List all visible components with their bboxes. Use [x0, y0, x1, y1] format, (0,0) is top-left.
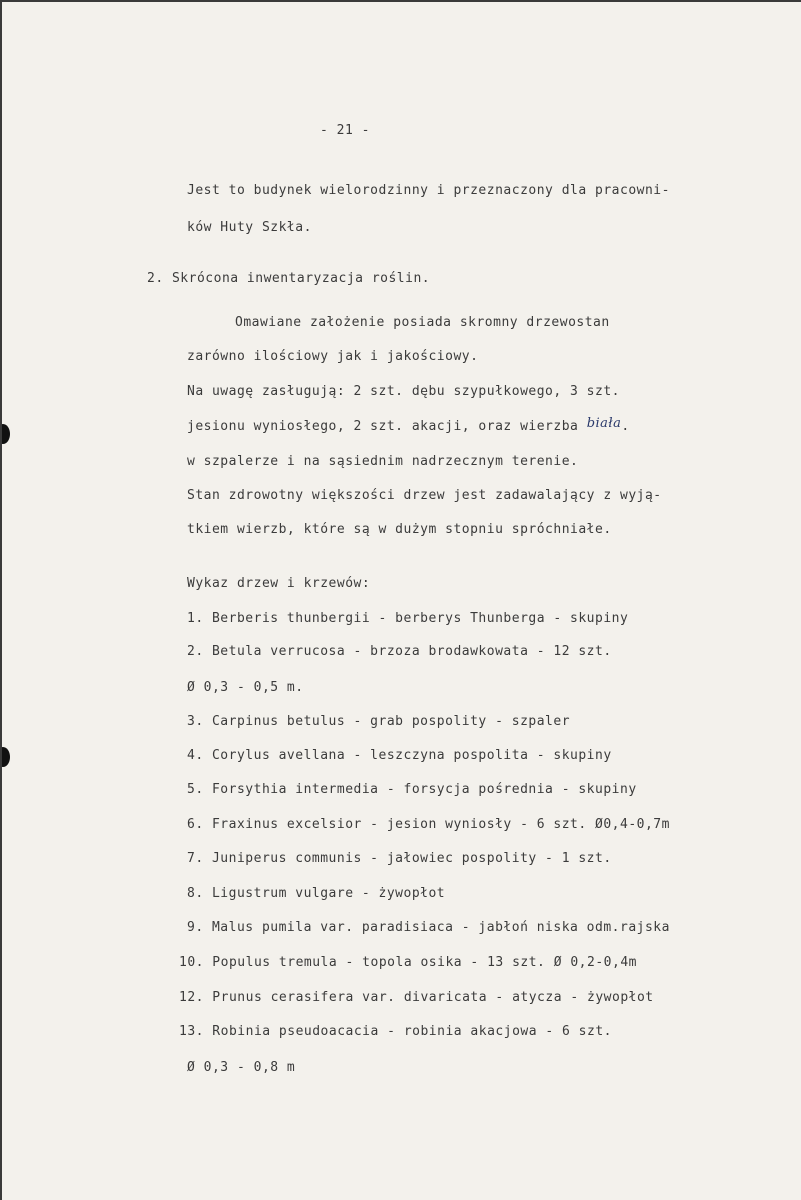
list-item: 5. Forsythia intermedia - forsycja pośrednia - skupiny: [187, 782, 637, 797]
paragraph-line: zarówno ilościowy jak i jakościowy.: [187, 349, 479, 364]
paragraph-line: w szpalerze i na sąsiednim nadrzecznym terenie.: [187, 454, 579, 469]
list-item: 4. Corylus avellana - leszczyna pospolita - skupiny: [187, 748, 612, 763]
list-item: 6. Fraxinus excelsior - jesion wyniosły - 6 szt. Ø0,4-0,7m: [187, 817, 670, 832]
paragraph-text: jesionu wyniosłego, 2 szt. akacji, oraz wierzba: [187, 419, 587, 434]
list-item: 13. Robinia pseudoacacia - robinia akacjowa - 6 szt.: [179, 1024, 612, 1039]
document-page: [2, 2, 801, 1200]
handwritten-insertion: biała: [586, 416, 622, 431]
section-heading: 2. Skrócona inwentaryzacja roślin.: [147, 271, 431, 286]
punch-hole: [2, 424, 10, 444]
page-number: - 21 -: [320, 123, 370, 138]
list-heading: Wykaz drzew i krzewów:: [187, 576, 371, 591]
list-item: 8. Ligustrum vulgare - żywopłot: [187, 886, 446, 901]
paragraph-line: [187, 418, 630, 436]
paragraph-text: .: [621, 419, 630, 434]
list-item-continuation: Ø 0,3 - 0,8 m: [187, 1060, 296, 1075]
list-item-continuation: Ø 0,3 - 0,5 m.: [187, 680, 304, 695]
paragraph-line: Na uwagę zasługują: 2 szt. dębu szypułkowego, 3 szt.: [187, 384, 620, 399]
paragraph-line: ków Huty Szkła.: [187, 220, 312, 235]
punch-hole: [2, 747, 10, 767]
list-item: 12. Prunus cerasifera var. divaricata - atycza - żywopłot: [179, 990, 654, 1005]
list-item: 9. Malus pumila var. paradisiaca - jabłoń niska odm.rajska: [187, 920, 670, 935]
paragraph-line: Stan zdrowotny większości drzew jest zadawalający z wyją-: [187, 488, 662, 503]
list-item: 7. Juniperus communis - jałowiec pospolity - 1 szt.: [187, 851, 612, 866]
list-item: 3. Carpinus betulus - grab pospolity - szpaler: [187, 714, 571, 729]
paragraph-line: Jest to budynek wielorodzinny i przeznaczony dla pracowni-: [187, 183, 670, 198]
paragraph-line: tkiem wierzb, które są w dużym stopniu spróchniałe.: [187, 522, 612, 537]
paragraph-line: Omawiane założenie posiada skromny drzewostan: [235, 315, 610, 330]
list-item: 2. Betula verrucosa - brzoza brodawkowata - 12 szt.: [187, 644, 612, 659]
list-item: 10. Populus tremula - topola osika - 13 szt. Ø 0,2-0,4m: [179, 955, 637, 970]
list-item: 1. Berberis thunbergii - berberys Thunberga - skupiny: [187, 611, 629, 626]
